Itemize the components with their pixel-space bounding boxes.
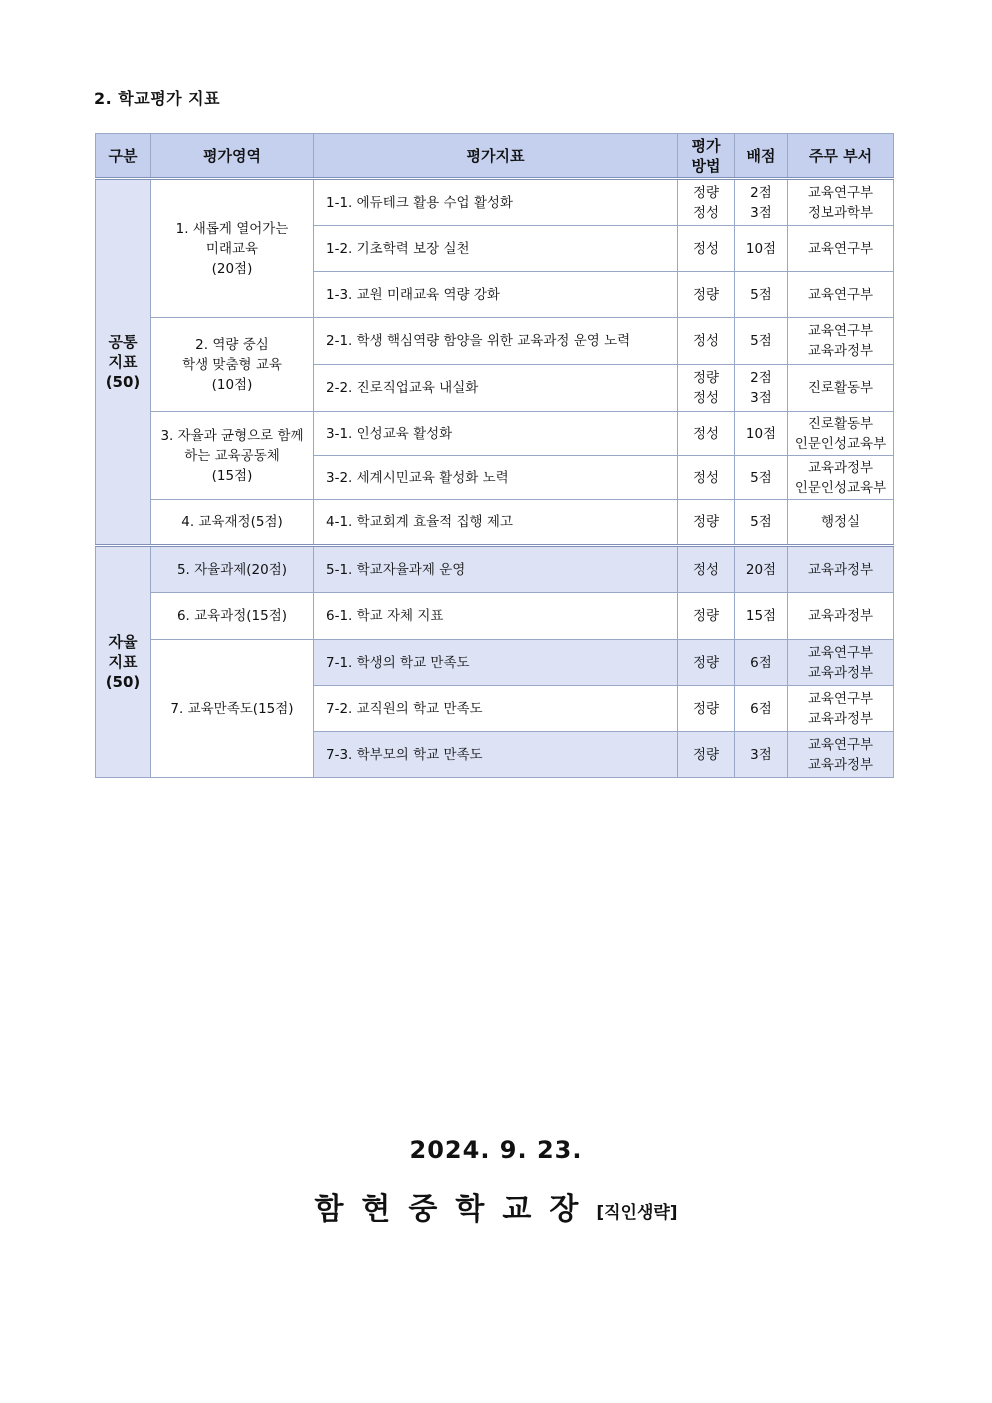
indicator-cell: 4-1. 학교회계 효율적 집행 제고	[314, 500, 678, 546]
score-cell: 2점 3점	[735, 365, 788, 412]
header-score: 배점	[735, 134, 788, 179]
area-2: 2. 역량 중심 학생 맞춤형 교육 (10점)	[151, 318, 314, 412]
score-cell: 20점	[735, 546, 788, 593]
score-cell: 6점	[735, 686, 788, 732]
method-cell: 정성	[678, 318, 735, 365]
stamp-omitted-note: [직인생략]	[596, 1203, 678, 1223]
indicator-cell: 1-2. 기초학력 보장 실천	[314, 226, 678, 272]
dept-cell: 교육연구부 교육과정부	[788, 640, 894, 686]
signature-line	[0, 1184, 992, 1228]
method-cell: 정량	[678, 640, 735, 686]
method-cell: 정량	[678, 593, 735, 640]
dept-cell: 교육연구부	[788, 272, 894, 318]
method-cell: 정량 정성	[678, 179, 735, 226]
method-cell: 정성	[678, 456, 735, 500]
dept-cell: 교육과정부	[788, 593, 894, 640]
document-date: 2024. 9. 23.	[409, 1136, 583, 1164]
method-cell: 정량	[678, 686, 735, 732]
indicator-cell: 3-2. 세계시민교육 활성화 노력	[314, 456, 678, 500]
method-cell: 정량	[678, 732, 735, 778]
score-cell: 6점	[735, 640, 788, 686]
method-cell: 정성	[678, 226, 735, 272]
indicator-cell: 1-3. 교원 미래교육 역량 강화	[314, 272, 678, 318]
dept-cell: 교육과정부 인문인성교육부	[788, 456, 894, 500]
dept-cell: 교육연구부 교육과정부	[788, 318, 894, 365]
group-autonomous: 자율 지표 (50)	[96, 546, 151, 778]
area-6: 6. 교육과정(15점)	[151, 593, 314, 640]
header-area: 평가영역	[151, 134, 314, 179]
method-cell: 정량	[678, 500, 735, 546]
area-4: 4. 교육재정(5점)	[151, 500, 314, 546]
indicator-cell: 7-2. 교직원의 학교 만족도	[314, 686, 678, 732]
group-common: 공통 지표 (50)	[96, 179, 151, 546]
school-principal-title: 함현중학교장	[314, 1192, 597, 1227]
header-dept: 주무 부서	[788, 134, 894, 179]
area-7: 7. 교육만족도(15점)	[151, 640, 314, 778]
score-cell: 5점	[735, 318, 788, 365]
table-row	[96, 179, 894, 226]
area-3: 3. 자율과 균형으로 함께 하는 교육공동체 (15점)	[151, 412, 314, 500]
table-row	[96, 593, 894, 640]
indicator-cell: 6-1. 학교 자체 지표	[314, 593, 678, 640]
dept-cell: 행정실	[788, 500, 894, 546]
table-row	[96, 640, 894, 686]
area-1: 1. 새롭게 열어가는 미래교육 (20점)	[151, 179, 314, 318]
header-method: 평가 방법	[678, 134, 735, 179]
score-cell: 5점	[735, 500, 788, 546]
indicator-cell: 5-1. 학교자율과제 운영	[314, 546, 678, 593]
indicator-cell: 3-1. 인성교육 활성화	[314, 412, 678, 456]
score-cell: 10점	[735, 226, 788, 272]
method-cell: 정성	[678, 412, 735, 456]
score-cell: 5점	[735, 272, 788, 318]
score-cell: 5점	[735, 456, 788, 500]
section-title: 2. 학교평가 지표	[94, 89, 221, 108]
indicator-cell: 2-1. 학생 핵심역량 함양을 위한 교육과정 운영 노력	[314, 318, 678, 365]
dept-cell: 교육과정부	[788, 546, 894, 593]
indicator-cell: 7-3. 학부모의 학교 만족도	[314, 732, 678, 778]
table-row	[96, 412, 894, 456]
score-cell: 10점	[735, 412, 788, 456]
score-cell: 15점	[735, 593, 788, 640]
table-row	[96, 500, 894, 546]
score-cell: 2점 3점	[735, 179, 788, 226]
dept-cell: 교육연구부 정보과학부	[788, 179, 894, 226]
dept-cell: 진로활동부	[788, 365, 894, 412]
area-5: 5. 자율과제(20점)	[151, 546, 314, 593]
table-header-row	[96, 134, 894, 179]
score-cell: 3점	[735, 732, 788, 778]
dept-cell: 교육연구부 교육과정부	[788, 732, 894, 778]
method-cell: 정량	[678, 272, 735, 318]
header-indicator: 평가지표	[314, 134, 678, 179]
dept-cell: 교육연구부 교육과정부	[788, 686, 894, 732]
indicator-cell: 2-2. 진로직업교육 내실화	[314, 365, 678, 412]
indicator-cell: 1-1. 에듀테크 활용 수업 활성화	[314, 179, 678, 226]
table-row	[96, 546, 894, 593]
header-category: 구분	[96, 134, 151, 179]
dept-cell: 진로활동부 인문인성교육부	[788, 412, 894, 456]
indicator-cell: 7-1. 학생의 학교 만족도	[314, 640, 678, 686]
method-cell: 정성	[678, 546, 735, 593]
dept-cell: 교육연구부	[788, 226, 894, 272]
table-row	[96, 318, 894, 365]
evaluation-indicator-table	[95, 133, 894, 778]
method-cell: 정량 정성	[678, 365, 735, 412]
